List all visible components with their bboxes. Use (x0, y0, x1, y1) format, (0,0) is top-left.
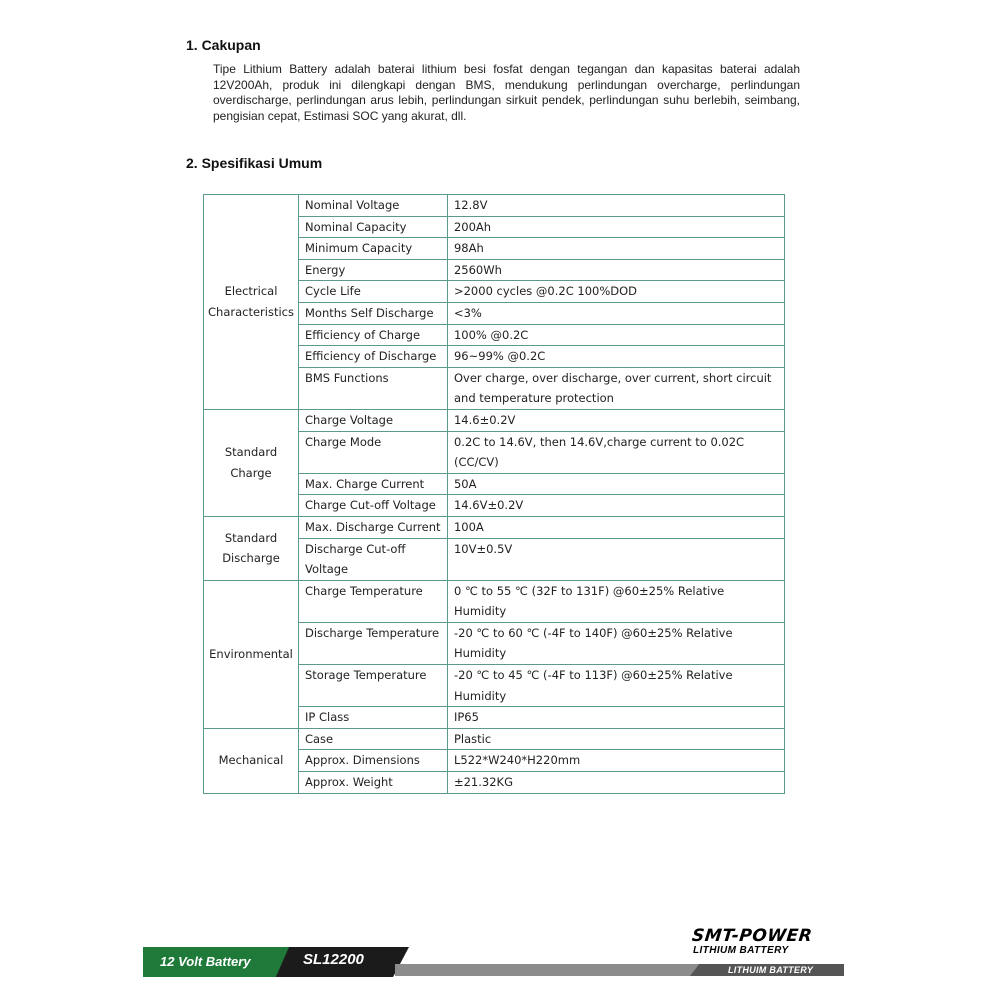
scope-paragraph: Tipe Lithium Battery adalah baterai lithium besi fosfat dengan tegangan dan kapasitas baterai adalah 12V200Ah, produk ini dilengkapi dengan BMS, mendukung perlindungan overcharge, perlindungan overdischarge, perlindungan arus lebih, perlindungan sirkuit pendek, perlindungan suhu berlebih, seimbang, pengisian cepat, Estimasi SOC yang akurat, dll. (213, 62, 800, 123)
spec-parameter: Max. Discharge Current (298, 516, 447, 538)
spec-value: 2560Wh (447, 259, 784, 281)
spec-value: Over charge, over discharge, over current, short circuit and temperature protection (447, 367, 784, 409)
spec-parameter: BMS Functions (298, 367, 447, 409)
spec-parameter: Charge Cut-off Voltage (298, 495, 447, 517)
spec-parameter: Case (298, 728, 447, 750)
spec-category: Mechanical (204, 728, 299, 793)
spec-category: Environmental (204, 580, 299, 728)
spec-value: 100A (447, 516, 784, 538)
spec-value: -20 ℃ to 60 ℃ (-4F to 140F) @60±25% Relative Humidity (447, 622, 784, 664)
spec-value: <3% (447, 302, 784, 324)
spec-value: 96~99% @0.2C (447, 346, 784, 368)
spec-value: >2000 cycles @0.2C 100%DOD (447, 281, 784, 303)
spec-value: 100% @0.2C (447, 324, 784, 346)
spec-value: -20 ℃ to 45 ℃ (-4F to 113F) @60±25% Relative Humidity (447, 665, 784, 707)
table-row (204, 580, 785, 622)
brand-logo-subtitle: LITHIUM BATTERY (693, 945, 789, 956)
spec-value: 14.6±0.2V (447, 409, 784, 431)
table-row (204, 516, 785, 538)
spec-parameter: Approx. Weight (298, 772, 447, 794)
spec-parameter: Discharge Temperature (298, 622, 447, 664)
spec-value: IP65 (447, 707, 784, 729)
spec-parameter: Nominal Voltage (298, 195, 447, 217)
spec-value: 200Ah (447, 216, 784, 238)
spec-parameter: Charge Temperature (298, 580, 447, 622)
spec-parameter: Nominal Capacity (298, 216, 447, 238)
spec-category: Standard Charge (204, 409, 299, 516)
spec-parameter: Charge Mode (298, 431, 447, 473)
brand-logo: SMT-POWER (690, 926, 814, 946)
spec-parameter: Charge Voltage (298, 409, 447, 431)
spec-parameter: Energy (298, 259, 447, 281)
spec-parameter: Discharge Cut-off Voltage (298, 538, 447, 580)
footer-model: SL12200 (303, 951, 364, 968)
spec-value: 0 ℃ to 55 ℃ (32F to 131F) @60±25% Relative Humidity (447, 580, 784, 622)
footer-tag: LITHUIM BATTERY (728, 965, 814, 975)
table-row (204, 728, 785, 750)
spec-value: 50A (447, 473, 784, 495)
spec-value: 12.8V (447, 195, 784, 217)
spec-value: L522*W240*H220mm (447, 750, 784, 772)
spec-category: Electrical Characteristics (204, 195, 299, 410)
spec-category: Standard Discharge (204, 516, 299, 580)
spec-parameter: Months Self Discharge (298, 302, 447, 324)
footer-series: 12 Volt Battery (160, 954, 251, 969)
spec-parameter: Efficiency of Discharge (298, 346, 447, 368)
spec-parameter: IP Class (298, 707, 447, 729)
spec-value: Plastic (447, 728, 784, 750)
spec-value: ±21.32KG (447, 772, 784, 794)
spec-value: 14.6V±0.2V (447, 495, 784, 517)
table-row (204, 195, 785, 217)
spec-parameter: Storage Temperature (298, 665, 447, 707)
spec-value: 98Ah (447, 238, 784, 260)
section-heading-cakupan: 1. Cakupan (186, 37, 261, 53)
spec-table (203, 194, 785, 794)
spec-parameter: Efficiency of Charge (298, 324, 447, 346)
table-row (204, 409, 785, 431)
spec-value: 0.2C to 14.6V, then 14.6V,charge current to 0.02C (CC/CV) (447, 431, 784, 473)
section-heading-spesifikasi: 2. Spesifikasi Umum (186, 155, 323, 171)
spec-parameter: Minimum Capacity (298, 238, 447, 260)
spec-value: 10V±0.5V (447, 538, 784, 580)
spec-parameter: Max. Charge Current (298, 473, 447, 495)
spec-parameter: Cycle Life (298, 281, 447, 303)
spec-parameter: Approx. Dimensions (298, 750, 447, 772)
